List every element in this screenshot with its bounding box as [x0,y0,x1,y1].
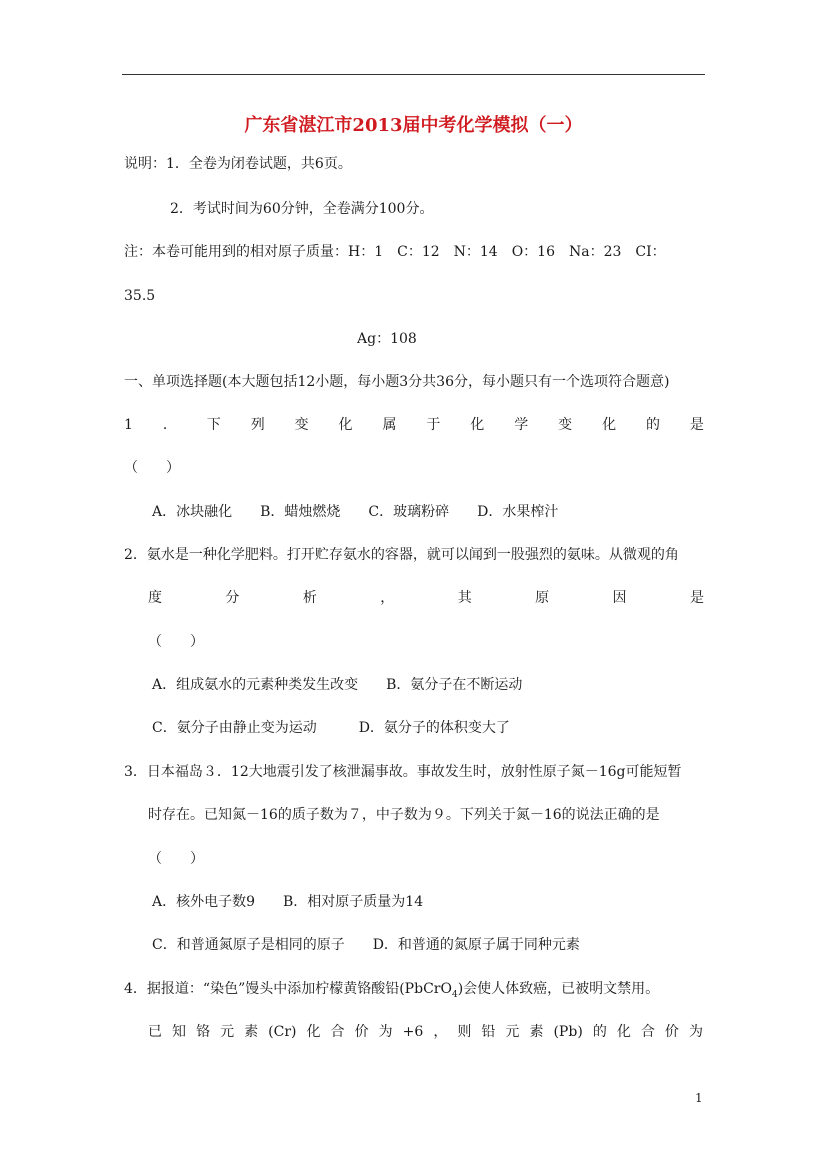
q1-stem: 1 ． 下 列 变 化 属 于 化 学 变 化 的 是 [124,417,704,433]
q3-options-cd: C．和普通氮原子是相同的原子 D．和普通的氮原子属于同种元素 [152,937,580,953]
q3-blank: （ ） [148,851,204,867]
q1-blank: （ ） [124,460,180,476]
section1-header: 一、单项选择题(本大题包括12小题，每小题3分共36分，每小题只有一个选项符合题意) [124,374,670,390]
note-line-2: 2．考试时间为60分钟，全卷满分100分。 [170,201,434,217]
q2-options-ab: A．组成氨水的元素种类发生改变 B．氨分子在不断运动 [152,677,523,693]
q2-options-cd: C．氨分子由静止变为运动 D．氨分子的体积变大了 [152,720,510,736]
atomic-mass-continued: 35.5 [124,288,156,304]
q3-stem-1: 3．日本福岛３．12大地震引发了核泄漏事故。事故发生时，放射性原子氮－16g可能短暂 [124,764,682,780]
page-number: 1 [695,1091,703,1105]
q3-options-ab: A．核外电子数9 B．相对原子质量为14 [152,894,424,910]
note-line-1: 说明：1．全卷为闭卷试题，共6页。 [124,156,352,172]
page-title: 广东省湛江市2013届中考化学模拟（一） [244,115,583,136]
q2-stem: 2．氨水是一种化学肥料。打开贮存氨水的容器，就可以闻到一股强烈的氨味。从微观的角 [124,547,679,563]
q4-stem-1: 4．据报道：“染色”馒头中添加柠檬黄铬酸铅(PbCrO$_4$)会使人体致癌，已被明文禁用。 [124,981,660,1000]
q2-blank: （ ） [148,634,204,650]
header-rule [122,74,705,75]
q2-stem-cont: 度 分 析 ， 其 原 因 是 [148,590,704,606]
atomic-mass-ag: Ag：108 [357,331,417,347]
q3-stem-2: 时存在。已知氮－16的质子数为７，中子数为９。下列关于氮－16的说法正确的是 [148,807,660,823]
q1-options: A．冰块融化 B．蜡烛燃烧 C．玻璃粉碎 D．水果榨汁 [152,504,559,520]
atomic-mass-line: 注：本卷可能用到的相对原子质量：H：1 C：12 N：14 O：16 Na：23 CI： [124,244,666,260]
q4-stem-2: 已 知 铬 元 素 (Cr) 化 合 价 为 +6 ， 则 铅 元 素 (Pb) 的 化 合 价 为 [148,1024,703,1040]
